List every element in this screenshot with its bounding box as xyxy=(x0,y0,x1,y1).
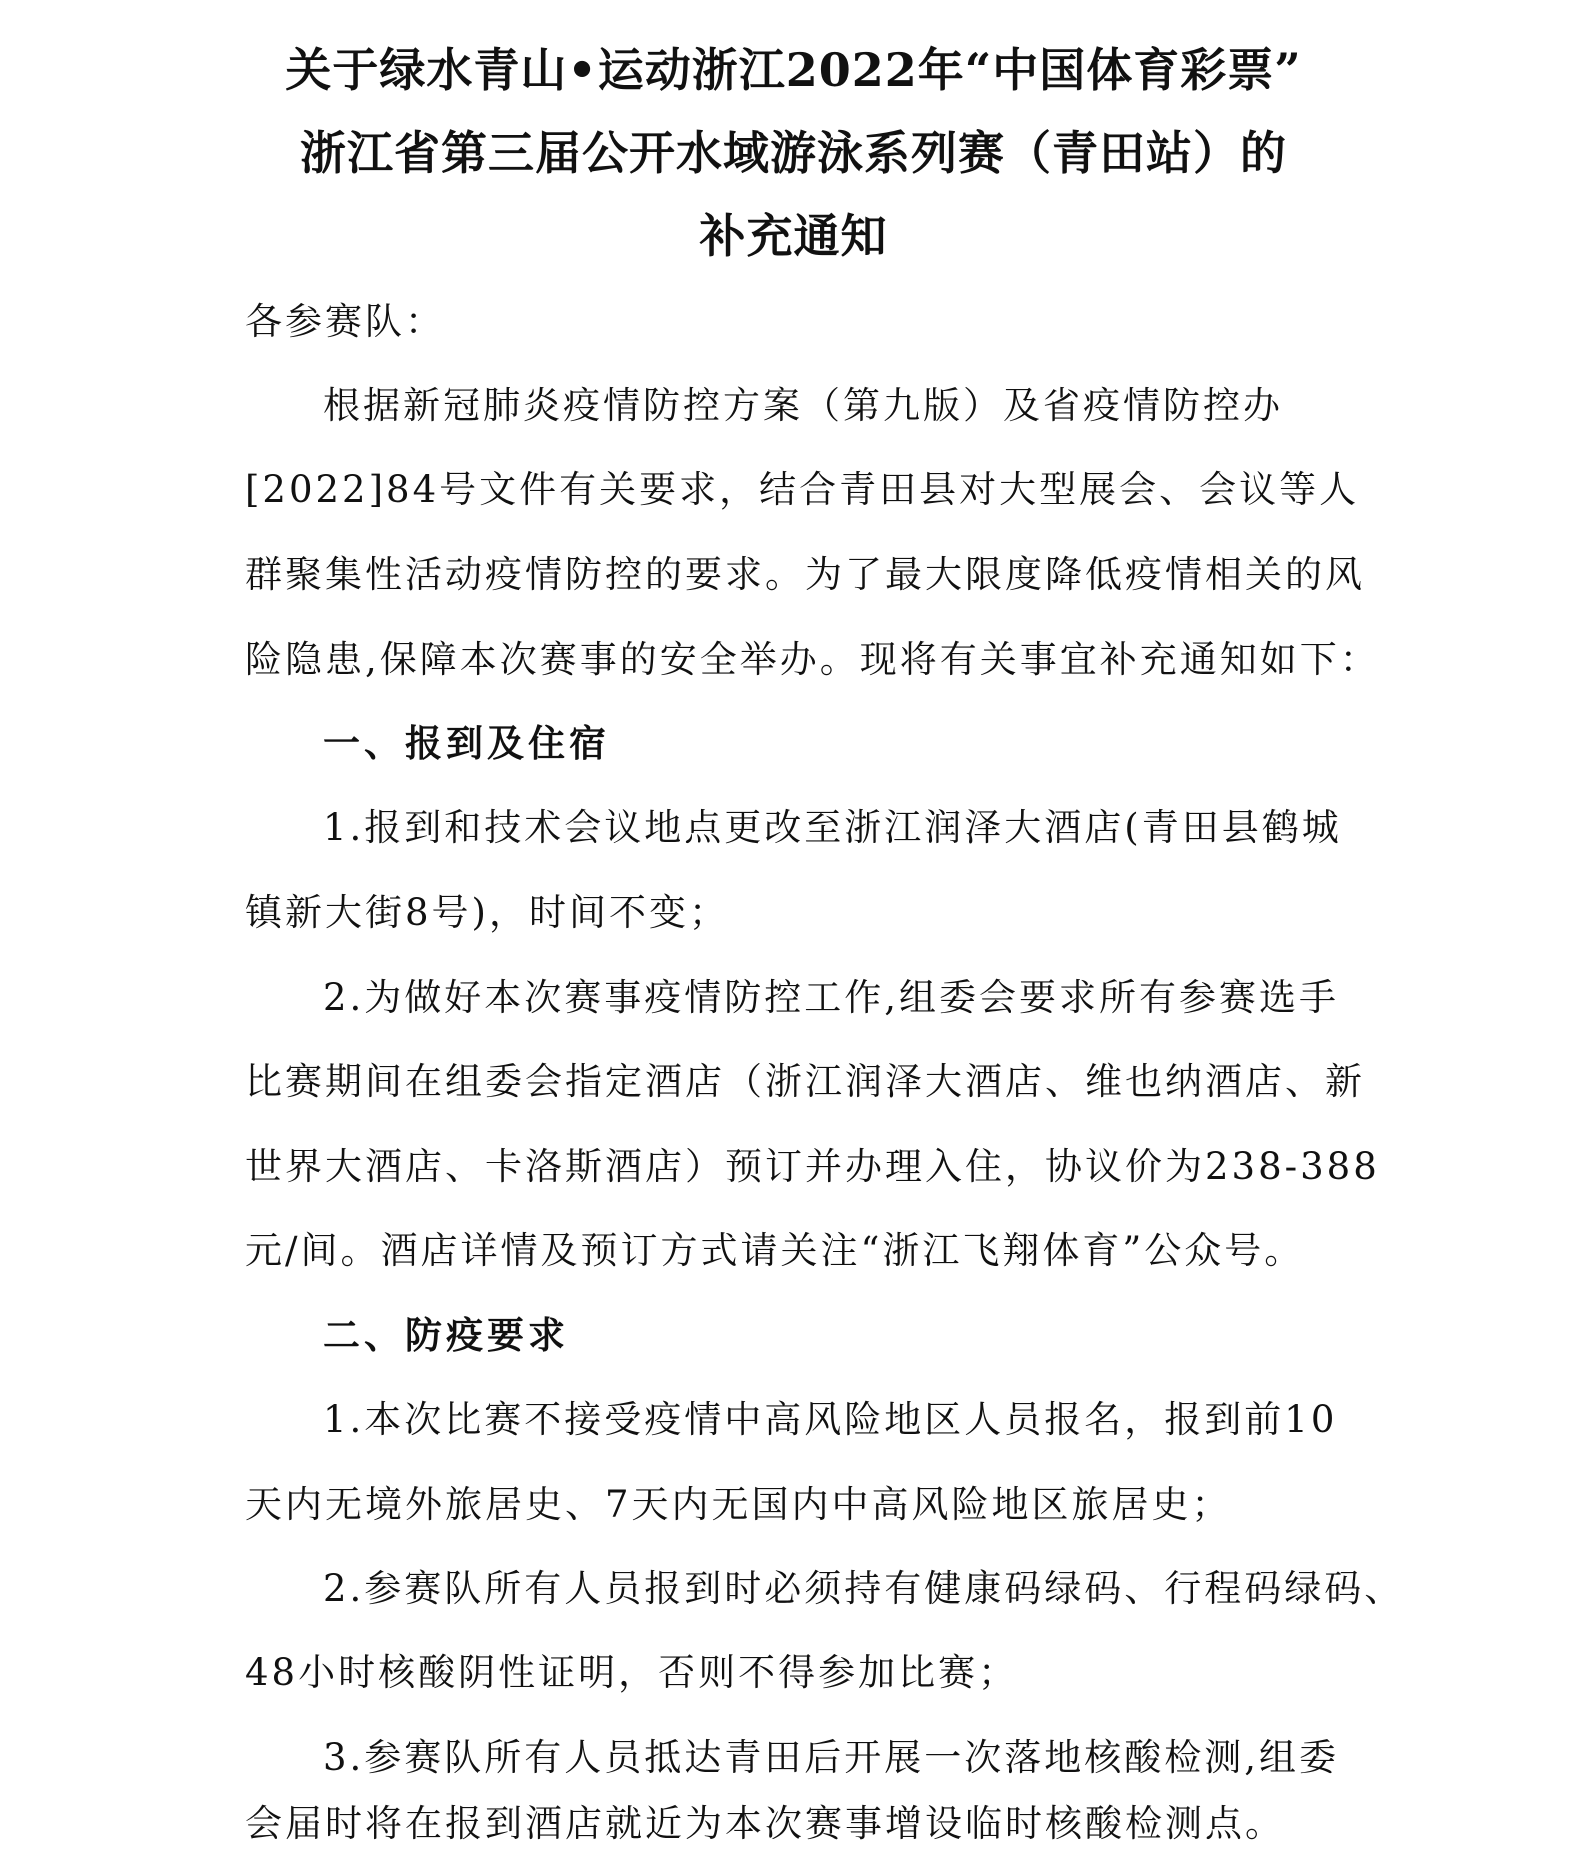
section-1-heading: 一、报到及住宿 xyxy=(323,722,610,765)
document-title-line-3: 补充通知 xyxy=(699,209,888,263)
section-2-item-3-line-2: 会届时将在报到酒店就近为本次赛事增设临时核酸检测点。 xyxy=(245,1802,1285,1845)
section-2-item-1-line-1: 1.本次比赛不接受疫情中高风险地区人员报名，报到前10 xyxy=(323,1398,1338,1441)
section-1-item-2-line-4: 元/间。酒店详情及预订方式请关注“浙江飞翔体育”公众号。 xyxy=(245,1229,1305,1272)
section-2-heading: 二、防疫要求 xyxy=(323,1314,569,1357)
intro-line-2: [2022]84号文件有关要求，结合青田县对大型展会、会议等人 xyxy=(245,468,1360,511)
section-1-item-2-line-2: 比赛期间在组委会指定酒店（浙江润泽大酒店、维也纳酒店、新 xyxy=(245,1060,1365,1103)
section-1-item-2-line-1: 2.为做好本次赛事疫情防控工作,组委会要求所有参赛选手 xyxy=(323,976,1340,1019)
section-1-item-2-line-3: 世界大酒店、卡洛斯酒店）预订并办理入住，协议价为238-388 xyxy=(245,1145,1380,1188)
intro-line-3: 群聚集性活动疫情防控的要求。为了最大限度降低疫情相关的风 xyxy=(245,553,1365,596)
salutation: 各参赛队： xyxy=(245,300,445,343)
document-title-line-1: 关于绿水青山•运动浙江2022年“中国体育彩票” xyxy=(285,43,1302,97)
section-2-item-3-line-1: 3.参赛队所有人员抵达青田后开展一次落地核酸检测,组委 xyxy=(323,1736,1340,1779)
document-title-line-2: 浙江省第三届公开水域游泳系列赛（青田站）的 xyxy=(300,126,1287,180)
section-2-item-1-line-2: 天内无境外旅居史、7天内无国内中高风险地区旅居史； xyxy=(245,1483,1232,1526)
section-1-item-1-line-2: 镇新大街8号)，时间不变； xyxy=(245,891,729,934)
intro-line-1: 根据新冠肺炎疫情防控方案（第九版）及省疫情防控办 xyxy=(323,384,1283,427)
intro-line-4: 险隐患,保障本次赛事的安全举办。现将有关事宜补充通知如下： xyxy=(245,638,1380,681)
section-2-item-2-line-1: 2.参赛队所有人员报到时必须持有健康码绿码、行程码绿码、 xyxy=(323,1567,1405,1610)
section-1-item-1-line-1: 1.报到和技术会议地点更改至浙江润泽大酒店(青田县鹤城 xyxy=(323,806,1342,849)
section-2-item-2-line-2: 48小时核酸阴性证明，否则不得参加比赛； xyxy=(245,1651,1019,1694)
